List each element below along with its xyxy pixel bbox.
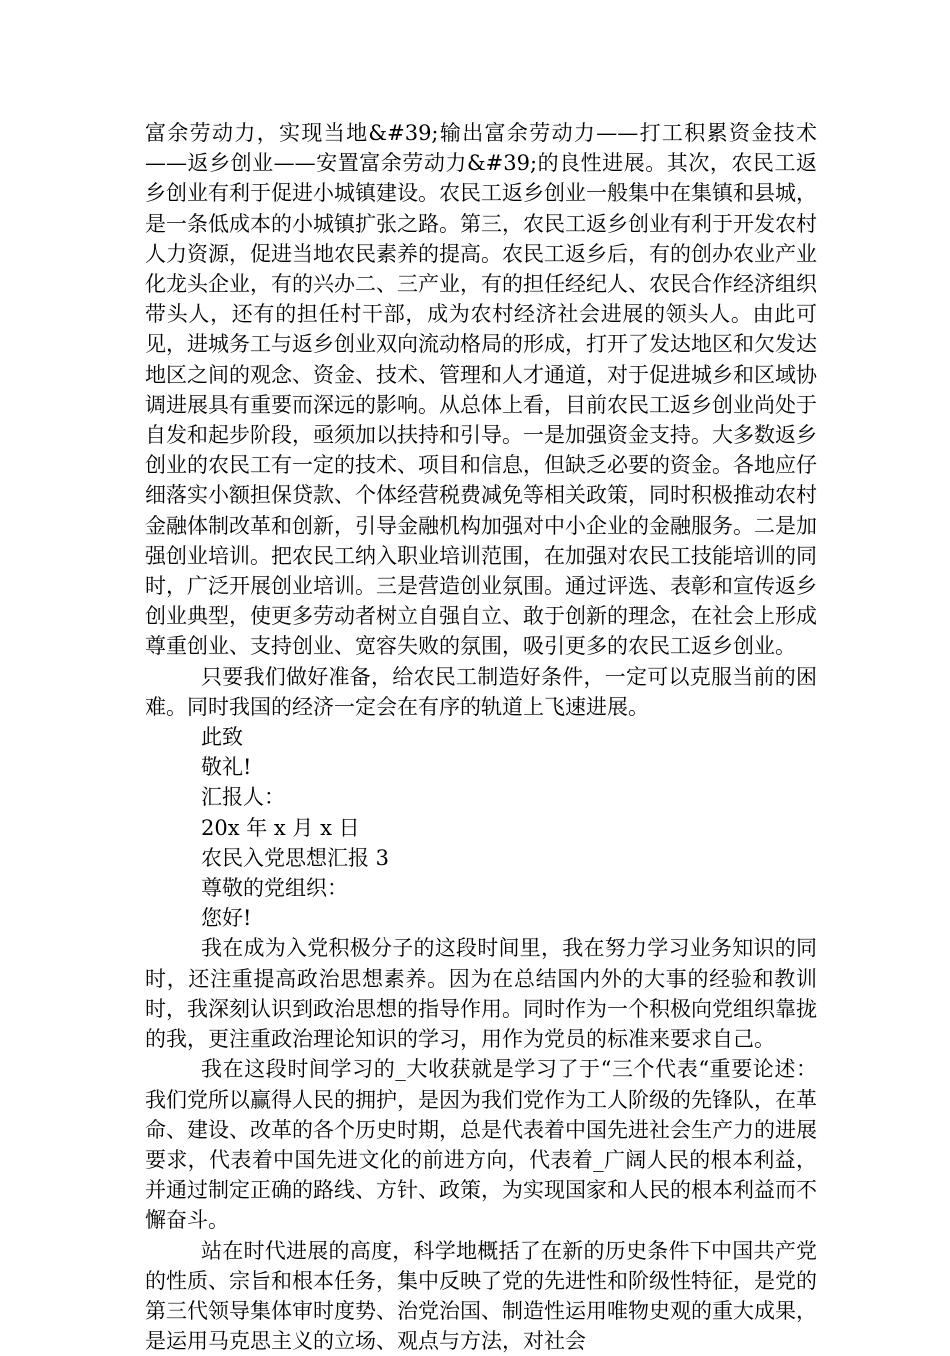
body-paragraph-3: 我在成为入党积极分子的这段时间里，我在努力学习业务知识的同时，还注重提高政治思想素养。因为在总结国内外的大事的经验和教训时，我深刻认识到政治思想的指导作用。同时作为一个积极向党组织靠拢的我，更注重政治理论知识的学习，用作为党员的标准来要求自己。 [145,936,817,1052]
report-date: 20x 年 x 月 x 日 [201,815,360,840]
closing-salutation: 此致 [201,725,243,750]
body-paragraph-5: 站在时代进展的高度，科学地概括了在新的历史条件下中国共产党的性质、宗旨和根本任务，集中反映了党的先进性和阶级性特征，是党的第三代领导集体审时度势、治党治国、制造性运用唯物史观的重大成果，是运用马克思主义的立场、观点与方法，对社会 [145,1238,817,1354]
closing-regards: 敬礼! [201,755,252,780]
greeting: 您好! [201,906,252,931]
section-title: 农民入党思想汇报 3 [201,845,390,870]
body-paragraph-4: 我在这段时间学习的_大收获就是学习了于“三个代表“重要论述：我们党所以赢得人民的拥护，是因为我们党作为工人阶级的先锋队，在革命、建设、改革的各个历史时期，总是代表着中国先进社会生产力的进展要求，代表着中国先进文化的前进方向，代表着_广阔人民的根本利益，并通过制定正确的路线、方针、政策，为实现国家和人民的根本利益而不懈奋斗。 [145,1057,817,1233]
body-paragraph-2: 只要我们做好准备，给农民工制造好条件，一定可以克服当前的困难。同时我国的经济一定会在有序的轨道上飞速进展。 [145,664,817,719]
addressee: 尊敬的党组织： [201,876,348,901]
document-page [145,118,817,1356]
body-paragraph-1: 富余劳动力，实现当地&#39;输出富余劳动力——打工积累资金技术——返乡创业——安置富余劳动力&#39;的良性进展。其次，农民工返乡创业有利于促进小城镇建设。农民工返乡创业一般集中在集镇和县城，是一条低成本的小城镇扩张之路。第三，农民工返乡创业有利于开发农村人力资源，促进当地农民素养的提高。农民工返乡后，有的创办农业产业化龙头企业，有的兴办二、三产业，有的担任经纪人、农民合作经济组织带头人，还有的担任村干部，成为农村经济社会进展的领头人。由此可见，进城务工与返乡创业双向流动格局的形成，打开了发达地区和欠发达地区之间的观念、资金、技术、管理和人才通道，对于促进城乡和区域协调进展具有重要而深远的影响。从总体上看，目前农民工返乡创业尚处于自发和起步阶段，亟须加以扶持和引导。一是加强资金支持。大多数返乡创业的农民工有一定的技术、项目和信息，但缺乏必要的资金。各地应仔细落实小额担保贷款、个体经营税费减免等相关政策，同时积极推动农村金融体制改革和创新，引导金融机构加强对中小企业的金融服务。二是加强创业培训。把农民工纳入职业培训范围，在加强对农民工技能培训的同时，广泛开展创业培训。三是营造创业氛围。通过评选、表彰和宣传返乡创业典型，使更多劳动者树立自强自立、敢于创新的理念，在社会上形成尊重创业、支持创业、宽容失败的氛围，吸引更多的农民工返乡创业。 [145,121,817,659]
reporter-label: 汇报人： [201,785,285,810]
